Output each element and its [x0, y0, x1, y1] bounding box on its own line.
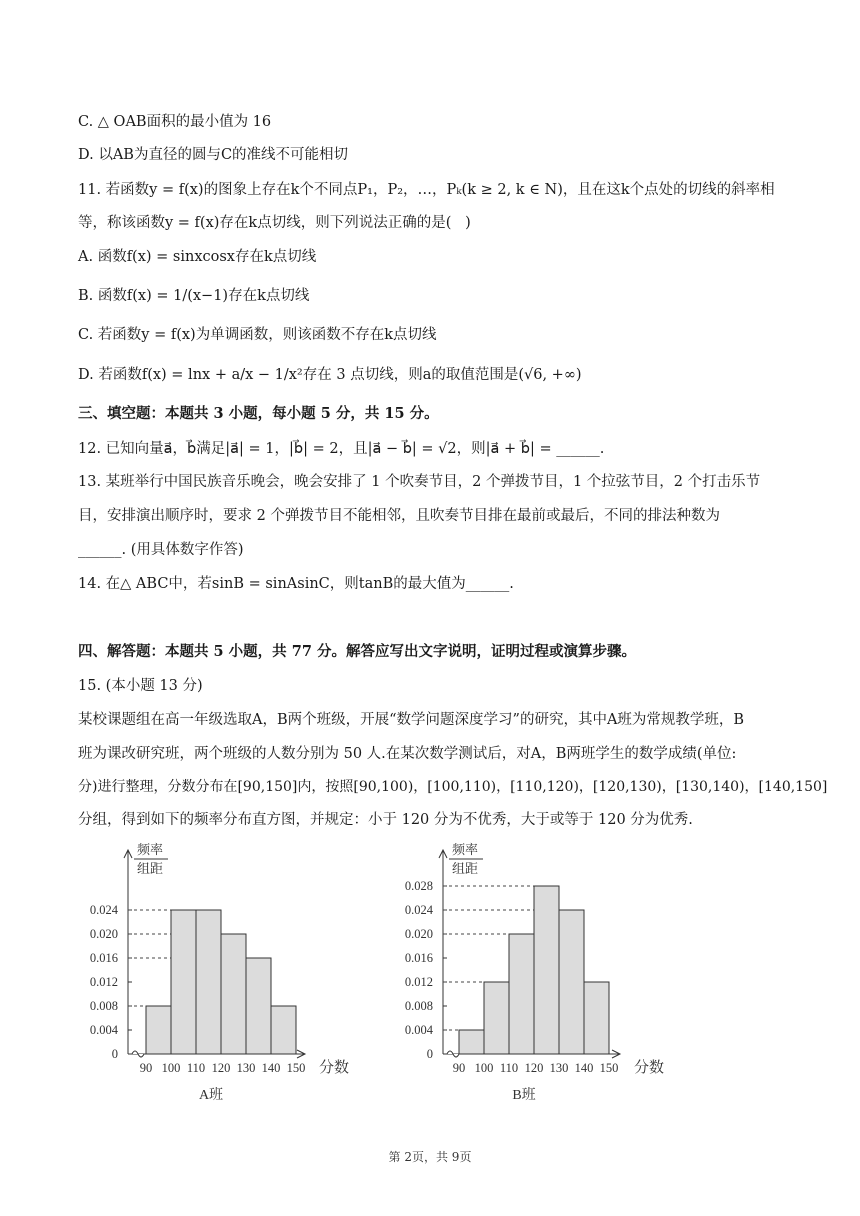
histogram-class-a [70, 838, 370, 1108]
x-tick-label: 150 [599, 1061, 619, 1075]
x-tick-label: 120 [524, 1061, 544, 1075]
y-tick-label: 0.020 [89, 927, 118, 941]
option-a-11: A. 函数f(x) = sinxcosx存在k点切线 [78, 249, 317, 265]
section-4-heading: 四、解答题：本题共 5 小题，共 77 分。解答应写出文字说明，证明过程或演算步骤。 [78, 643, 636, 660]
x-tick-label: 110 [499, 1061, 519, 1075]
x-tick-label: 130 [549, 1061, 569, 1075]
option-b-11: B. 函数f(x) = 1/(x−1)存在k点切线 [78, 288, 310, 304]
question-15-line-1: 某校课题组在高一年级选取A，B两个班级，开展“数学问题深度学习”的研究，其中A班为常规教学班，B [78, 712, 745, 728]
histogram-bar [246, 958, 271, 1054]
y-tick-label: 0.028 [404, 879, 433, 893]
x-tick-label: 130 [236, 1061, 256, 1075]
histogram-bar [534, 886, 559, 1054]
y-label-bottom: 组距 [136, 861, 164, 876]
x-tick-label: 90 [452, 1061, 466, 1075]
y-tick-label: 0.008 [404, 999, 433, 1013]
x-tick-label: 110 [186, 1061, 206, 1075]
x-axis-label: 分数 [634, 1060, 665, 1076]
question-15-line-3: 分)进行整理，分数分布在[90,150]内，按照[90,100)，[100,110)，[110,120)，[120,130)，[130,140)，[140,150] [78, 779, 828, 795]
histogram-bar [171, 910, 196, 1054]
option-d-11: D. 若函数f(x) = lnx + a/x − 1/x²存在 3 点切线，则a的取值范围是(√6, +∞) [78, 367, 582, 383]
question-13-line-1: 13. 某班举行中国民族音乐晚会，晚会安排了 1 个吹奏节目，2 个弹拨节目，1 个拉弦节目，2 个打击乐节 [78, 474, 761, 490]
y-label-top: 频率 [451, 842, 479, 857]
option-c-11: C. 若函数y = f(x)为单调函数，则该函数不存在k点切线 [78, 327, 437, 343]
question-15-line-4: 分组，得到如下的频率分布直方图，并规定：小于 120 分为不优秀，大于或等于 120 分为优秀. [78, 812, 693, 828]
y-tick-label: 0 [111, 1047, 118, 1061]
option-d-10: D. 以AB为直径的圆与C的准线不可能相切 [78, 147, 349, 163]
y-tick-label: 0.024 [89, 903, 118, 917]
y-tick-label: 0.016 [89, 951, 118, 965]
histogram-class-b [385, 838, 685, 1108]
question-12: 12. 已知向量a⃗，b⃗满足|a⃗| = 1，|b⃗| = 2，且|a⃗ − b⃗| = √2，则|a⃗ + b⃗| = ______. [78, 441, 605, 457]
section-3-heading: 三、填空题：本题共 3 小题，每小题 5 分，共 15 分。 [78, 405, 439, 422]
histogram-bar [509, 934, 534, 1054]
y-tick-label: 0 [426, 1047, 433, 1061]
histogram-bar [484, 982, 509, 1054]
question-15-header: 15. (本小题 13 分) [78, 678, 203, 694]
question-14: 14. 在△ ABC中，若sinB = sinAsinC，则tanB的最大值为______. [78, 576, 514, 592]
histogram-bar [584, 982, 609, 1054]
histogram-bar [559, 910, 584, 1054]
y-tick-label: 0.004 [89, 1023, 118, 1037]
y-tick-label: 0.020 [404, 927, 433, 941]
x-tick-label: 100 [474, 1061, 494, 1075]
histogram-bar [196, 910, 221, 1054]
y-tick-label: 0.016 [404, 951, 433, 965]
question-13-line-2: 目，安排演出顺序时，要求 2 个弹拨节目不能相邻，且吹奏节目排在最前或最后，不同的排法种数为 [78, 508, 720, 524]
x-tick-label: 120 [211, 1061, 231, 1075]
y-tick-label: 0.008 [89, 999, 118, 1013]
y-tick-label: 0.004 [404, 1023, 433, 1037]
axis-break-mark [132, 1051, 144, 1057]
question-15-line-2: 班为课改研究班，两个班级的人数分别为 50 人.在某次数学测试后，对A，B两班学生的数学成绩(单位: [78, 746, 737, 762]
question-11-line-1: 11. 若函数y = f(x)的图象上存在k个不同点P₁，P₂，…，Pₖ(k ≥ 2, k ∈ N)，且在这k个点处的切线的斜率相 [78, 182, 775, 198]
x-tick-label: 100 [161, 1061, 181, 1075]
y-tick-label: 0.012 [89, 975, 118, 989]
x-tick-label: 140 [574, 1061, 594, 1075]
histogram-bar [459, 1030, 484, 1054]
x-tick-label: 140 [261, 1061, 281, 1075]
x-axis-label: 分数 [319, 1060, 350, 1076]
chart-title: B班 [512, 1088, 536, 1103]
question-13-line-3: ______. (用具体数字作答) [78, 542, 244, 558]
x-tick-label: 150 [286, 1061, 306, 1075]
y-label-top: 频率 [136, 842, 164, 857]
chart-title: A班 [198, 1088, 224, 1103]
y-tick-label: 0.012 [404, 975, 433, 989]
y-tick-label: 0.024 [404, 903, 433, 917]
histogram-bar [146, 1006, 171, 1054]
option-c-10: C. △ OAB面积的最小值为 16 [78, 114, 272, 130]
x-tick-label: 90 [139, 1061, 153, 1075]
histogram-bar [221, 934, 246, 1054]
axis-break-mark [447, 1051, 459, 1057]
y-label-bottom: 组距 [451, 861, 479, 876]
page-footer: 第 2页，共 9页 [388, 1150, 472, 1164]
histogram-bar [271, 1006, 296, 1054]
question-11-line-2: 等，称该函数y = f(x)存在k点切线，则下列说法正确的是( ) [78, 215, 471, 231]
